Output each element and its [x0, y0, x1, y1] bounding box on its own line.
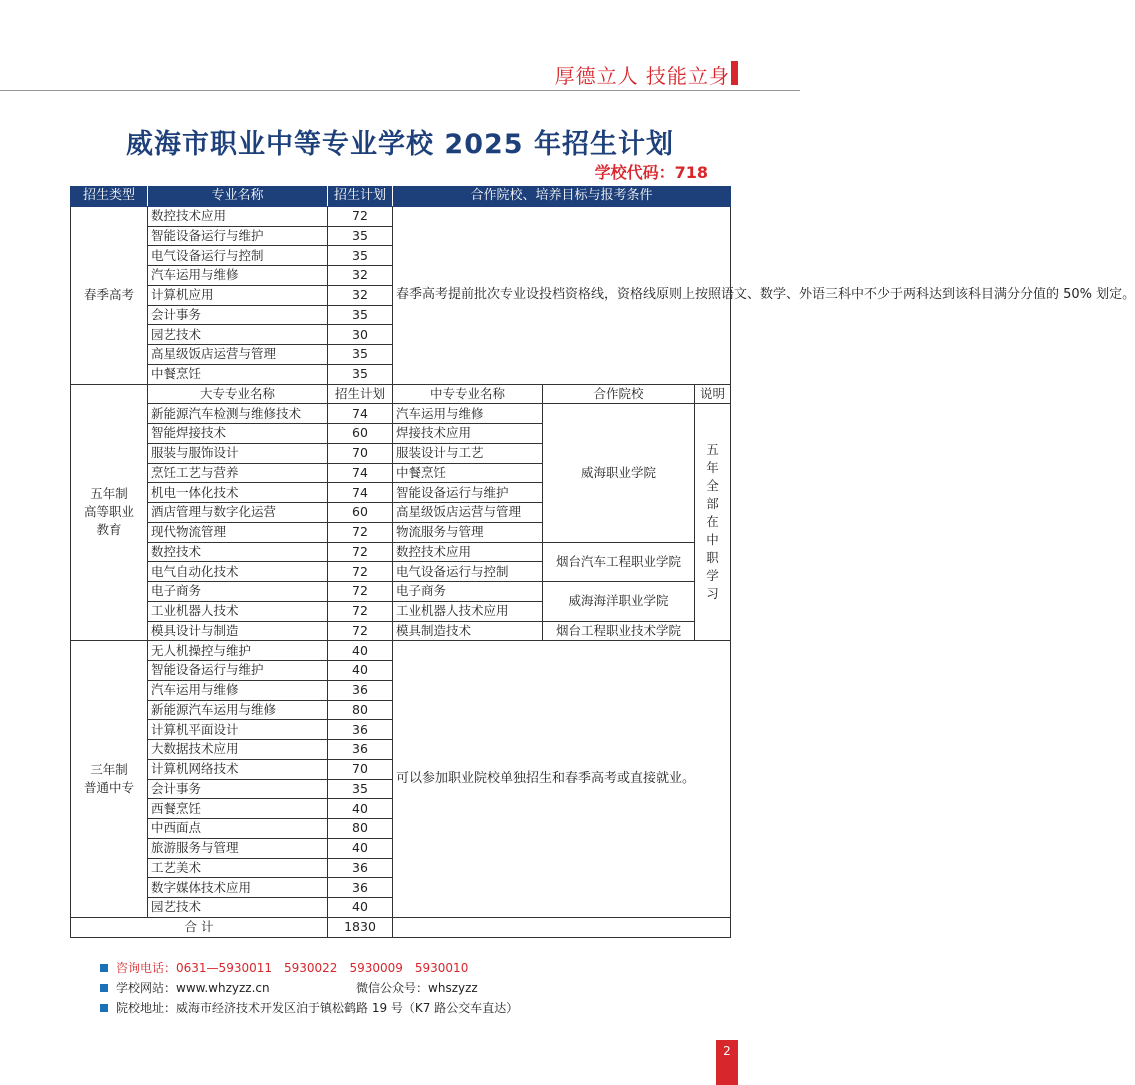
- plan-count-cell: 74: [328, 463, 393, 483]
- secondary-major-cell: 电气设备运行与控制: [393, 562, 543, 582]
- remark-char: 在: [706, 514, 719, 530]
- remark-char: 部: [706, 496, 719, 512]
- plan-count-cell: 72: [328, 582, 393, 602]
- partner-college-cell: 威海职业学院: [543, 404, 695, 542]
- college-major-cell: 酒店管理与数字化运营: [148, 503, 328, 523]
- plan-count-cell: 40: [328, 898, 393, 918]
- address-label: 院校地址：: [116, 1001, 177, 1015]
- secondary-major-cell: 服装设计与工艺: [393, 443, 543, 463]
- major-name-cell: 会计事务: [148, 779, 328, 799]
- plan-count-cell: 80: [328, 700, 393, 720]
- subheader-cell: 大专专业名称: [148, 384, 328, 404]
- major-name-cell: 计算机应用: [148, 285, 328, 305]
- partner-college-cell: 威海海洋职业学院: [543, 582, 695, 622]
- website-label: 学校网站：: [116, 981, 177, 995]
- plan-count-cell: 40: [328, 661, 393, 681]
- plan-count-cell: 35: [328, 364, 393, 384]
- plan-count-cell: 36: [328, 878, 393, 898]
- plan-count-cell: 72: [328, 621, 393, 641]
- college-major-cell: 电子商务: [148, 582, 328, 602]
- page-number: 2: [716, 1040, 738, 1085]
- plan-count-cell: 35: [328, 345, 393, 365]
- college-major-cell: 智能焊接技术: [148, 424, 328, 444]
- subheader-cell: 中专专业名称: [393, 384, 543, 404]
- remark-char: 职: [706, 550, 719, 566]
- secondary-major-cell: 数控技术应用: [393, 542, 543, 562]
- major-name-cell: 工艺美术: [148, 858, 328, 878]
- secondary-major-cell: 模具制造技术: [393, 621, 543, 641]
- plan-count-cell: 40: [328, 641, 393, 661]
- spring-note-cell: 春季高考提前批次专业设投档资格线，资格线原则上按照语文、数学、外语三科中不少于两科达到该科目满分分值的 50% 划定。: [393, 206, 731, 384]
- major-name-cell: 汽车运用与维修: [148, 266, 328, 286]
- major-name-cell: 园艺技术: [148, 325, 328, 345]
- remark-char: 全: [706, 478, 719, 494]
- five-year-subheader-row: [71, 384, 731, 404]
- secondary-major-cell: 电子商务: [393, 582, 543, 602]
- plan-count-cell: 30: [328, 325, 393, 345]
- major-name-cell: 智能设备运行与维护: [148, 226, 328, 246]
- college-major-cell: 烹饪工艺与营养: [148, 463, 328, 483]
- remark-char: 习: [706, 586, 719, 602]
- plan-count-cell: 36: [328, 858, 393, 878]
- table-header-row: [71, 187, 731, 207]
- contact-footer: [100, 958, 518, 1018]
- plan-count-cell: 40: [328, 799, 393, 819]
- header-divider: [0, 90, 800, 91]
- contact-address: [100, 998, 518, 1018]
- secondary-major-cell: 焊接技术应用: [393, 424, 543, 444]
- remark-char: 年: [706, 460, 719, 476]
- partner-college-cell: 烟台工程职业技术学院: [543, 621, 695, 641]
- secondary-major-cell: 高星级饭店运营与管理: [393, 503, 543, 523]
- five-year-row: [71, 542, 731, 562]
- college-major-cell: 新能源汽车检测与维修技术: [148, 404, 328, 424]
- address-text: 威海市经济技术开发区泊于镇松鹤路 19 号（K7 路公交车直达）: [176, 1001, 519, 1015]
- plan-count-cell: 35: [328, 246, 393, 266]
- secondary-major-cell: 中餐烹饪: [393, 463, 543, 483]
- total-empty-cell: [393, 917, 731, 937]
- page-title: 威海市职业中等专业学校 2025 年招生计划: [126, 129, 674, 160]
- website-link[interactable]: www.whzyzz.cn: [176, 981, 270, 995]
- total-label-cell: 合 计: [71, 917, 328, 937]
- enrollment-plan-table: [70, 186, 1135, 938]
- type-line: 教育: [96, 522, 122, 538]
- header-slogan: 厚德立人 技能立身: [554, 64, 730, 88]
- wechat-label: 微信公众号：: [356, 981, 429, 995]
- major-name-cell: 高星级饭店运营与管理: [148, 345, 328, 365]
- college-major-cell: 现代物流管理: [148, 522, 328, 542]
- college-major-cell: 机电一体化技术: [148, 483, 328, 503]
- college-major-cell: 服装与服饰设计: [148, 443, 328, 463]
- remark-cell: [695, 404, 731, 641]
- plan-count-cell: 35: [328, 226, 393, 246]
- header-cell-major: 专业名称: [148, 187, 328, 207]
- three-year-type-cell: [71, 641, 148, 918]
- wechat-account: whszyzz: [428, 981, 478, 995]
- plan-count-cell: 60: [328, 503, 393, 523]
- contact-web: [100, 978, 518, 998]
- remark-char: 五: [706, 442, 719, 458]
- five-year-row: [71, 621, 731, 641]
- type-line: 普通中专: [83, 780, 134, 795]
- major-name-cell: 汽车运用与维修: [148, 680, 328, 700]
- partner-college-cell: 烟台汽车工程职业学院: [543, 542, 695, 582]
- plan-count-cell: 36: [328, 720, 393, 740]
- college-major-cell: 工业机器人技术: [148, 601, 328, 621]
- bullet-square-icon: [100, 984, 108, 992]
- major-name-cell: 中餐烹饪: [148, 364, 328, 384]
- plan-count-cell: 72: [328, 206, 393, 226]
- plan-count-cell: 36: [328, 740, 393, 760]
- total-value-cell: 1830: [328, 917, 393, 937]
- school-code: 学校代码：718: [594, 163, 708, 182]
- major-name-cell: 西餐烹饪: [148, 799, 328, 819]
- major-name-cell: 智能设备运行与维护: [148, 661, 328, 681]
- header-cell-conditions: 合作院校、培养目标与报考条件: [393, 187, 731, 207]
- college-major-cell: 电气自动化技术: [148, 562, 328, 582]
- three-year-row: [71, 641, 731, 661]
- phone-numbers: 0631—5930011 5930022 5930009 5930010: [176, 961, 469, 975]
- type-line: 高等职业: [83, 504, 134, 520]
- major-name-cell: 旅游服务与管理: [148, 838, 328, 858]
- header-cell-type: 招生类型: [71, 187, 148, 207]
- plan-count-cell: 35: [328, 779, 393, 799]
- secondary-major-cell: 工业机器人技术应用: [393, 601, 543, 621]
- spring-row: [71, 206, 731, 226]
- major-name-cell: 园艺技术: [148, 898, 328, 918]
- secondary-major-cell: 物流服务与管理: [393, 522, 543, 542]
- college-major-cell: 模具设计与制造: [148, 621, 328, 641]
- major-name-cell: 会计事务: [148, 305, 328, 325]
- plan-count-cell: 40: [328, 838, 393, 858]
- plan-count-cell: 72: [328, 542, 393, 562]
- major-name-cell: 数字媒体技术应用: [148, 878, 328, 898]
- plan-count-cell: 72: [328, 562, 393, 582]
- type-line: 三年制: [90, 762, 128, 777]
- plan-count-cell: 32: [328, 285, 393, 305]
- subheader-cell: 合作院校: [543, 384, 695, 404]
- remark-char: 中: [706, 532, 719, 548]
- plan-count-cell: 72: [328, 601, 393, 621]
- major-name-cell: 中西面点: [148, 819, 328, 839]
- five-year-row: [71, 404, 731, 424]
- five-year-type-cell: [71, 384, 148, 641]
- major-name-cell: 电气设备运行与控制: [148, 246, 328, 266]
- plan-count-cell: 74: [328, 404, 393, 424]
- subheader-cell: 说明: [695, 384, 731, 404]
- subheader-cell: 招生计划: [328, 384, 393, 404]
- remark-char: 学: [706, 568, 719, 584]
- total-row: [71, 917, 731, 937]
- five-year-row: [71, 582, 731, 602]
- bullet-square-icon: [100, 964, 108, 972]
- phone-label: 咨询电话：: [116, 961, 177, 975]
- major-name-cell: 计算机网络技术: [148, 759, 328, 779]
- plan-count-cell: 32: [328, 266, 393, 286]
- spring-type-cell: 春季高考: [71, 206, 148, 384]
- header-cell-plan: 招生计划: [328, 187, 393, 207]
- major-name-cell: 新能源汽车运用与维修: [148, 700, 328, 720]
- college-major-cell: 数控技术: [148, 542, 328, 562]
- contact-phone: [100, 958, 518, 978]
- plan-count-cell: 72: [328, 522, 393, 542]
- type-line: 五年制: [90, 486, 128, 502]
- plan-count-cell: 35: [328, 305, 393, 325]
- major-name-cell: 数控技术应用: [148, 206, 328, 226]
- major-name-cell: 无人机操控与维护: [148, 641, 328, 661]
- plan-count-cell: 80: [328, 819, 393, 839]
- secondary-major-cell: 汽车运用与维修: [393, 404, 543, 424]
- three-year-note-cell: 可以参加职业院校单独招生和春季高考或直接就业。: [393, 641, 731, 918]
- major-name-cell: 大数据技术应用: [148, 740, 328, 760]
- plan-count-cell: 60: [328, 424, 393, 444]
- bullet-square-icon: [100, 1004, 108, 1012]
- secondary-major-cell: 智能设备运行与维护: [393, 483, 543, 503]
- slogan-accent-bar: [731, 61, 738, 85]
- plan-count-cell: 36: [328, 680, 393, 700]
- plan-count-cell: 70: [328, 759, 393, 779]
- major-name-cell: 计算机平面设计: [148, 720, 328, 740]
- plan-count-cell: 74: [328, 483, 393, 503]
- plan-count-cell: 70: [328, 443, 393, 463]
